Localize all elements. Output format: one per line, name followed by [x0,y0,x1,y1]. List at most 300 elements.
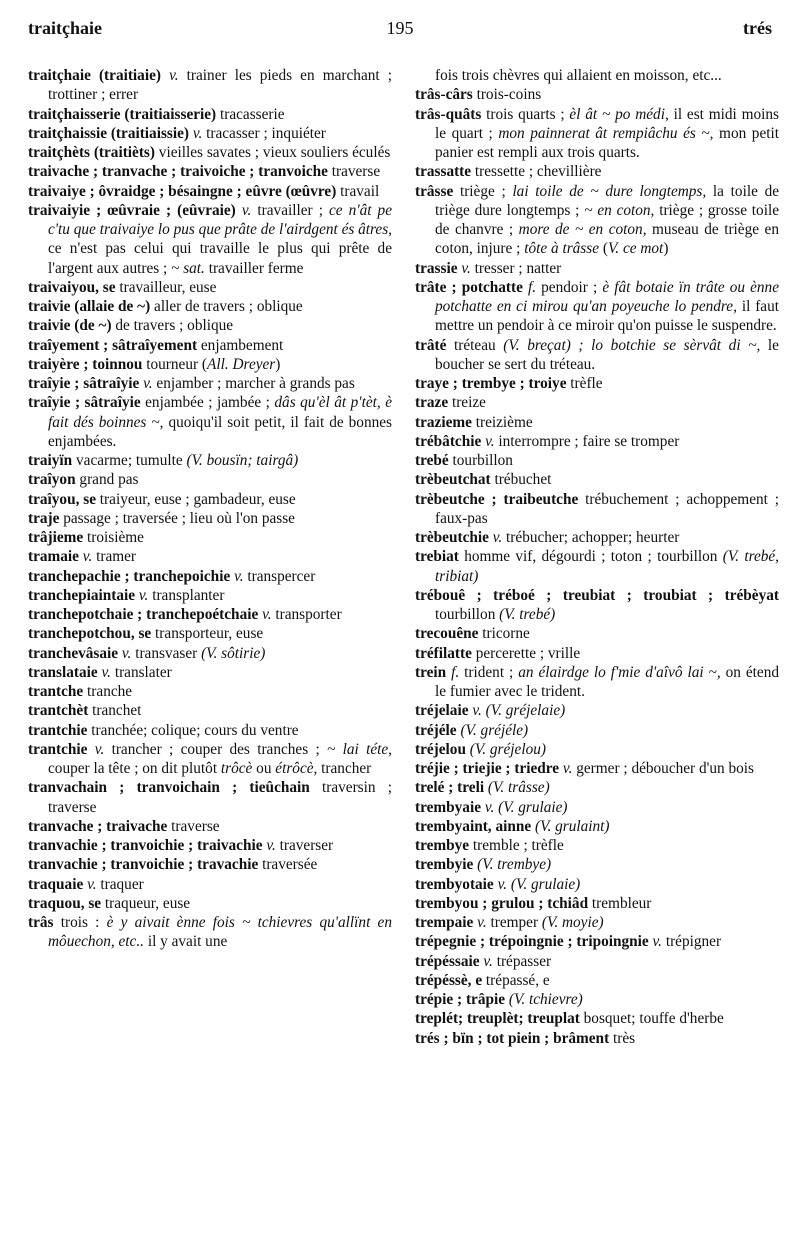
entry-headword: tréjéle [415,721,457,739]
dictionary-entry [415,932,779,951]
entry-definition: quoiqu'il soit petit, il fait de bonnes enjambées. [48,413,392,450]
entry-headword: tréfilatte [415,644,472,662]
entry-headword: traiyère ; toinnou [28,355,143,373]
dictionary-entry [28,451,392,470]
entry-italic-text: (V. breçat) ; lo botchie se sèrvât di ~, [503,336,761,354]
entry-italic-text: (V. trâsse) [487,779,550,797]
left-guideword: traitçhaie [28,18,102,38]
entry-italic-text: V. ce mot [607,240,664,258]
dictionary-entry [28,605,392,624]
dictionary-entry [415,971,779,990]
dictionary-entry [415,105,779,163]
dictionary-entry [415,817,779,836]
entry-italic-text: (V. trembye) [477,856,552,874]
entry-italic-text: (V. tchievre) [508,991,583,1008]
entry-headword: trèbeutche ; traibeutche [415,490,579,508]
entry-headword: tranvachain ; tranvoichain ; tieûchain [28,779,310,797]
dictionary-entry [415,701,779,720]
entry-headword: tranvache ; traivache [28,817,168,835]
entry-definition: trois quarts ; [481,105,570,123]
dictionary-entry [415,740,779,759]
entry-headword: trépegnie ; trépoingnie ; tripoingnie [415,933,649,951]
entry-definition: triège ; grosse toile de chanvre ; [435,201,779,238]
dictionary-entry [28,701,392,720]
entry-definition: homme vif, dégourdi ; toton ; tourbillon [458,548,723,566]
entry-headword: trépéssaie [415,952,480,970]
entry-headword: trecouêne [415,625,479,643]
entry-italic-text: an élairdge lo f'mie d'aîvô lai ~, [518,663,721,681]
dictionary-entry [28,393,392,451]
entry-headword: treplét; treuplèt; treuplat [415,1010,580,1028]
entry-headword: traquaie [28,875,84,893]
dictionary-entry [28,740,392,779]
entry-definition: trois : [53,914,107,931]
entry-italic-text: ~ sat. [171,259,205,277]
entry-headword: trebiat [415,548,459,566]
entry-definition: pendoir ; [536,278,603,296]
entry-definition: on étend le fumier avec le trident. [435,663,779,700]
entry-definition: tresser ; natter [470,259,562,277]
entry-headword: trâte ; potchatte [415,278,523,296]
entry-headword: tréjie ; triejie ; triedre [415,760,560,777]
entry-definition: trépasser [492,952,552,970]
dictionary-entry [28,778,392,817]
entry-definition: le boucher se sert du tréteau. [435,336,779,373]
entry-headword: traîyon [28,471,76,489]
entry-definition: il faut mettre un pendoir à ce miroir qu'on puisse le suspendre. [435,298,779,335]
entry-headword: trépie ; trâpie [415,991,506,1008]
entry-italic-text: (V. trebé) [499,606,556,623]
entry-definition: transporter [271,606,342,623]
dictionary-entry [415,413,779,432]
dictionary-entry [415,182,779,259]
dictionary-entry [28,201,392,278]
entry-headword: traitçhaisserie (traitiaisserie) [28,105,217,123]
entry-italic-text: étrôcè, [275,760,318,777]
entry-headword: traîyie ; sâtraîyie [28,394,141,412]
entry-definition: traiyeur, euse ; gambadeur, euse [95,490,296,508]
dictionary-entry [28,278,392,297]
entry-headword: trâté [415,336,447,354]
entry-italic-text: (V. grulaie) [498,798,568,816]
entry-definition: trébuchet [490,471,552,489]
entry-definition: bosquet; touffe d'herbe [579,1010,724,1028]
entry-definition: enjambée ; jambée ; [140,394,275,412]
dictionary-entry [28,586,392,605]
dictionary-entry [415,663,779,702]
entry-headword: trâjieme [28,529,84,546]
entry-headword: trèbeutchat [415,471,491,489]
entry-italic-text: v. [192,124,203,142]
entry-italic-text: tôte à trâsse [524,240,600,258]
dictionary-entry [415,798,779,817]
entry-italic-text: v. [562,760,573,777]
entry-definition: trainer les pieds en marchant ; trottiner ; errer [48,67,392,104]
entry-headword: traye ; trembye ; troiye [415,375,567,392]
entry-italic-text: v. [82,548,93,566]
dictionary-entry [28,336,392,355]
entry-definition: treize [448,394,486,412]
dictionary-entry [28,836,392,855]
entry-definition: vieilles savates ; vieux souliers éculés [154,144,391,161]
entry-italic-text: v. [87,875,97,893]
entry-definition: interrompre ; faire se tromper [494,432,680,450]
entry-headword: traquou, se [28,894,102,912]
entry-definition: ce n'est pas celui qui travaille le plus qui prête de l'argent aux autres ; [48,240,392,277]
entry-definition: de travers ; oblique [111,317,234,335]
dictionary-entry [28,817,392,836]
entry-italic-text: v. [652,933,662,951]
entry-italic-text: v. [472,702,482,720]
dictionary-entry [415,1009,779,1028]
entry-italic-text: è fât botaie ïn trâte ou ènne potchatte en ci mirou qu'an poyeuche lo pendre, [435,278,779,315]
entry-headword: traivache ; tranvache ; traivoiche ; tranvoiche [28,163,328,181]
right-column [415,66,779,1048]
dictionary-entry [28,875,392,894]
dictionary-entry [415,451,779,470]
entry-definition: traverse [327,163,381,181]
entry-italic-text: ce n'ât pe c'tu que traivaiye lo pus que prâte de l'airdgent és âtres, [48,201,393,238]
dictionary-entry [415,913,779,932]
dictionary-entry [415,85,779,104]
entry-definition: il est midi moins le quart ; [435,105,779,142]
entry-definition: couper la tête ; on dit plutôt [48,760,221,777]
entry-definition: tressette ; chevillière [471,163,602,181]
entry-italic-text: v. [497,875,508,893]
right-guideword: trés [743,18,772,38]
entry-definition: germer ; déboucher d'un bois [572,760,754,777]
dictionary-entry [415,644,779,663]
entry-headword: trazieme [415,413,472,431]
entry-definition: tréteau [446,336,504,354]
entry-headword: tranchepiaintaie [28,586,136,604]
entry-italic-text: All. Dreyer [207,355,276,373]
page-header [28,18,772,42]
entry-headword: trantche [28,683,84,700]
entry-definition: travailleur, euse [115,278,217,296]
entry-definition: trancher ; couper des tranches ; [104,740,328,758]
entry-headword: traitçhaissie (traitiaissie) [28,124,189,142]
entry-headword: tranchepotchaie ; tranchepoétchaie [28,606,259,623]
dictionary-entry [415,259,779,278]
dictionary-entry [415,336,779,375]
entry-headword: trembyaie [415,798,481,816]
entry-italic-text: ~ en coton, [584,201,655,219]
page-number: 195 [386,18,414,38]
dictionary-entry [28,509,392,528]
dictionary-entry [28,624,392,643]
dictionary-entry [28,162,392,181]
entry-definition: passage ; traversée ; lieu où l'on passe [59,509,295,527]
dictionary-entry [415,393,779,412]
dictionary-entry [415,1029,779,1048]
entry-definition: trident ; [459,663,519,681]
entry-italic-text: v. [266,837,276,854]
entry-definition: percerette ; vrille [471,644,581,662]
entry-definition: tranchée; colique; cours du ventre [87,721,299,739]
entry-headword: traze [415,394,449,412]
entry-italic-text: f. [451,663,460,681]
dictionary-entry [28,644,392,663]
entry-headword: tranvachie ; tranvoichie ; traivachie [28,837,263,854]
entry-italic-text: v. [121,644,132,662]
entry-definition: la toile de triège dure longtemps ; [435,182,780,219]
entry-headword: trembyotaie [415,875,494,893]
dictionary-entry [415,586,779,625]
entry-headword: traîyie ; sâtraîyie [28,375,140,392]
dictionary-entry [28,316,392,335]
entry-definition: tremper [486,914,542,931]
entry-definition: travailler ferme [204,259,304,277]
dictionary-entry [415,490,779,529]
entry-definition: enjambement [197,336,284,354]
entry-headword: trâsse [415,182,454,200]
entry-headword: trés ; bïn ; tot piein ; brâment [415,1029,610,1047]
entry-definition: tracasser ; inquiéter [202,124,326,142]
entry-italic-text: more de ~ en coton, [518,221,647,238]
entry-headword: tranvachie ; tranvoichie ; travachie [28,856,259,874]
entry-headword: traîyou, se [28,490,96,508]
entry-headword: trempaie [415,914,474,931]
dictionary-entry [415,66,779,85]
entry-definition: transplanter [148,586,225,604]
entry-definition: ou [252,760,276,777]
entry-italic-text: v. [234,567,244,585]
dictionary-entry [28,124,392,143]
entry-definition: tourbillon [448,452,513,469]
entry-definition: trébuchement ; achoppement ; faux-pas [435,490,779,527]
entry-headword: traivaiyou, se [28,278,116,296]
dictionary-entry [415,528,779,547]
dictionary-entry [28,374,392,393]
dictionary-entry [415,547,779,586]
entry-headword: trépéssè, e [415,971,483,989]
entry-italic-text: èl ât ~ po médi, [569,105,669,123]
entry-headword: traivie (allaie de ~) [28,298,151,315]
entry-definition: museau de triège en coton, injure ; [435,221,779,258]
entry-headword: trembyou ; grulou ; tchiâd [415,894,589,912]
entry-italic-text: dâs qu'èl ât p'tèt, è fait dés boinnes ~, [48,394,392,431]
entry-definition: traquer [96,875,144,893]
dictionary-entry [28,855,392,874]
entry-definition: travailler ; [251,201,330,219]
entry-italic-text: (V. sôtirie) [201,644,266,662]
entry-definition: trébucher; achopper; heurter [502,529,680,546]
entry-italic-text: ~ lai téte, [327,740,392,758]
dictionary-entry [415,162,779,181]
entry-italic-text: (V. gréjelaie) [485,702,566,720]
entry-headword: trantchie [28,721,88,739]
dictionary-entry [28,66,392,105]
entry-italic-text: (V. gréjéle) [460,721,529,739]
entry-italic-text: v. [101,663,111,681]
dictionary-entry [28,682,392,701]
entry-headword: trâs-cârs [415,86,473,104]
entry-headword: tréjelou [415,740,466,758]
entry-italic-text: f. [527,278,537,296]
entry-headword: traîyement ; sâtraîyement [28,336,198,354]
dictionary-entry [415,894,779,913]
dictionary-entry [415,855,779,874]
entry-definition [161,67,169,84]
dictionary-entry [415,432,779,451]
entry-definition [87,741,94,758]
entry-definition: trépigner [662,933,722,951]
dictionary-entry [28,567,392,586]
entry-definition: enjamber ; marcher à grands pas [152,375,355,392]
entry-headword: tranchevâsaie [28,644,119,662]
entry-italic-text: v. [484,798,495,816]
entry-headword: traivie (de ~) [28,317,112,335]
entry-italic-text: lai toile de ~ dure longtemps, [512,182,707,200]
entry-italic-text: v. [485,432,495,450]
entry-definition: ) [663,240,669,258]
entry-headword: trâs [28,914,54,931]
entry-definition: traversée [258,856,318,874]
dictionary-entry [28,105,392,124]
entry-definition: ) [275,355,281,373]
entry-headword: trantchèt [28,702,89,720]
entry-italic-text: mon painnerat ât rempiâchu és ~, [498,124,714,142]
entry-italic-text: v. [477,914,487,931]
entry-headword: trantchie [28,740,88,758]
dictionary-entry [28,470,392,489]
entry-definition: traversin ; traverse [48,779,393,816]
dictionary-entry [28,663,392,682]
entry-italic-text: (V. gréjelou) [469,740,546,758]
entry-italic-text: v. [143,375,153,392]
dictionary-entry [415,952,779,971]
entry-definition: translater [111,663,172,681]
entry-definition: tourbillon [435,606,500,623]
entry-headword: trassie [415,259,458,277]
dictionary-entry [28,528,392,547]
entry-italic-text: v. [492,529,503,546]
entry-definition: tricorne [478,625,530,643]
entry-definition: treizième [471,413,533,431]
entry-definition: aller de travers ; oblique [150,298,303,315]
dictionary-entry [415,470,779,489]
dictionary-entry [28,490,392,509]
entry-headword: traivaiyie ; œûvraie ; (eûvraie) [28,201,236,219]
entry-italic-text: v. [94,740,105,758]
entry-italic-text: v. [241,201,252,219]
entry-definition: très [609,1029,636,1047]
entry-italic-text: (V. trebé, tribiat) [435,548,780,585]
entry-headword: tréjelaie [415,702,469,720]
entry-italic-text: (V. bousïn; tairgâ) [186,452,299,469]
entry-definition: grand pas [75,471,139,489]
entry-italic-text: (V. grulaie) [510,875,581,893]
entry-definition: traverser [275,837,334,854]
dictionary-entry [28,297,392,316]
dictionary-entry [415,374,779,393]
dictionary-entry [28,547,392,566]
entry-definition: tremble ; trèfle [469,837,564,854]
entry-definition: traqueur, euse [101,894,191,912]
entry-headword: trelé ; treli [415,779,485,797]
entry-headword: traitçhèts (traitièts) [28,144,155,161]
entry-italic-text: v. [169,67,179,84]
dictionary-entry [415,778,779,797]
entry-headword: trébâtchie [415,432,482,450]
entry-definition: troisième [83,529,144,546]
entry-headword: trébouê ; tréboé ; treubiat ; troubiat ; trébèyat [415,586,779,604]
entry-headword: trassatte [415,163,472,181]
entry-definition: mon petit panier est rempli aux trois quarts. [435,124,779,161]
entry-definition: tracasserie [216,105,285,123]
entry-headword: traiyïn [28,452,73,469]
dictionary-entry [28,913,392,952]
entry-definition: transporteur, euse [151,625,264,643]
dictionary-entry [415,836,779,855]
dictionary-entry [415,278,779,336]
dictionary-entry [28,143,392,162]
entry-headword: traitçhaie (traitiaie) [28,67,161,84]
entry-definition: trèfle [566,375,603,392]
entry-headword: trèbeutchie [415,529,489,546]
entry-definition: vacarme; tumulte [72,452,187,469]
entry-definition: trois-coins [472,86,542,104]
entry-headword: traivaiye ; ôvraidge ; bésaingne ; eûvre (œûvre) [28,182,337,200]
entry-definition: trépassé, e [482,971,550,989]
entry-headword: trebé [415,452,449,469]
entry-definition: il y avait une [144,933,228,951]
entry-italic-text: v. [483,952,493,970]
entry-headword: tranchepotchou, se [28,625,152,643]
entry-definition: tramer [92,548,137,566]
entry-italic-text: v. [461,259,471,277]
entry-headword: trein [415,663,447,681]
entry-definition: transpercer [243,567,316,585]
entry-headword: tramaie [28,548,79,566]
entry-definition: tranchet [88,702,142,720]
entry-headword: trâs-quâts [415,105,482,123]
entry-definition: transvaser [131,644,202,662]
dictionary-entry [28,355,392,374]
entry-headword: trembyie [415,856,474,874]
entry-italic-text: (V. moyie) [541,914,604,931]
entry-italic-text: è y aivait ènne fois ~ tchievres qu'allïnt en môuechon, etc.. [48,914,392,951]
entry-definition: trancher [317,760,372,777]
dictionary-entry [28,182,392,201]
dictionary-entry [415,721,779,740]
dictionary-entry [415,990,779,1009]
entry-definition: triège ; [453,182,513,200]
dictionary-entry [28,894,392,913]
entry-headword: trembyaint, ainne [415,817,532,835]
dictionary-entry [28,721,392,740]
entry-definition: trembleur [588,894,652,912]
entry-definition: fois trois chèvres qui allaient en moisson, etc... [435,67,722,84]
entry-definition: traverse [167,817,220,835]
entry-headword: tranchepachie ; tranchepoichie [28,567,231,585]
dictionary-entry [415,875,779,894]
entry-headword: traje [28,509,60,527]
entry-italic-text: v. [262,606,272,623]
entry-definition: tourneur ( [142,355,208,373]
entry-italic-text: v. [138,586,149,604]
entry-headword: translataie [28,663,98,681]
entry-definition: ( [599,240,608,258]
entry-italic-text: trôcè [220,760,253,777]
dictionary-entry [415,624,779,643]
left-column [28,66,392,952]
entry-headword: trembye [415,837,470,854]
entry-italic-text: (V. grulaint) [534,817,610,835]
entry-definition: travail [336,182,380,200]
dictionary-entry [415,759,779,778]
